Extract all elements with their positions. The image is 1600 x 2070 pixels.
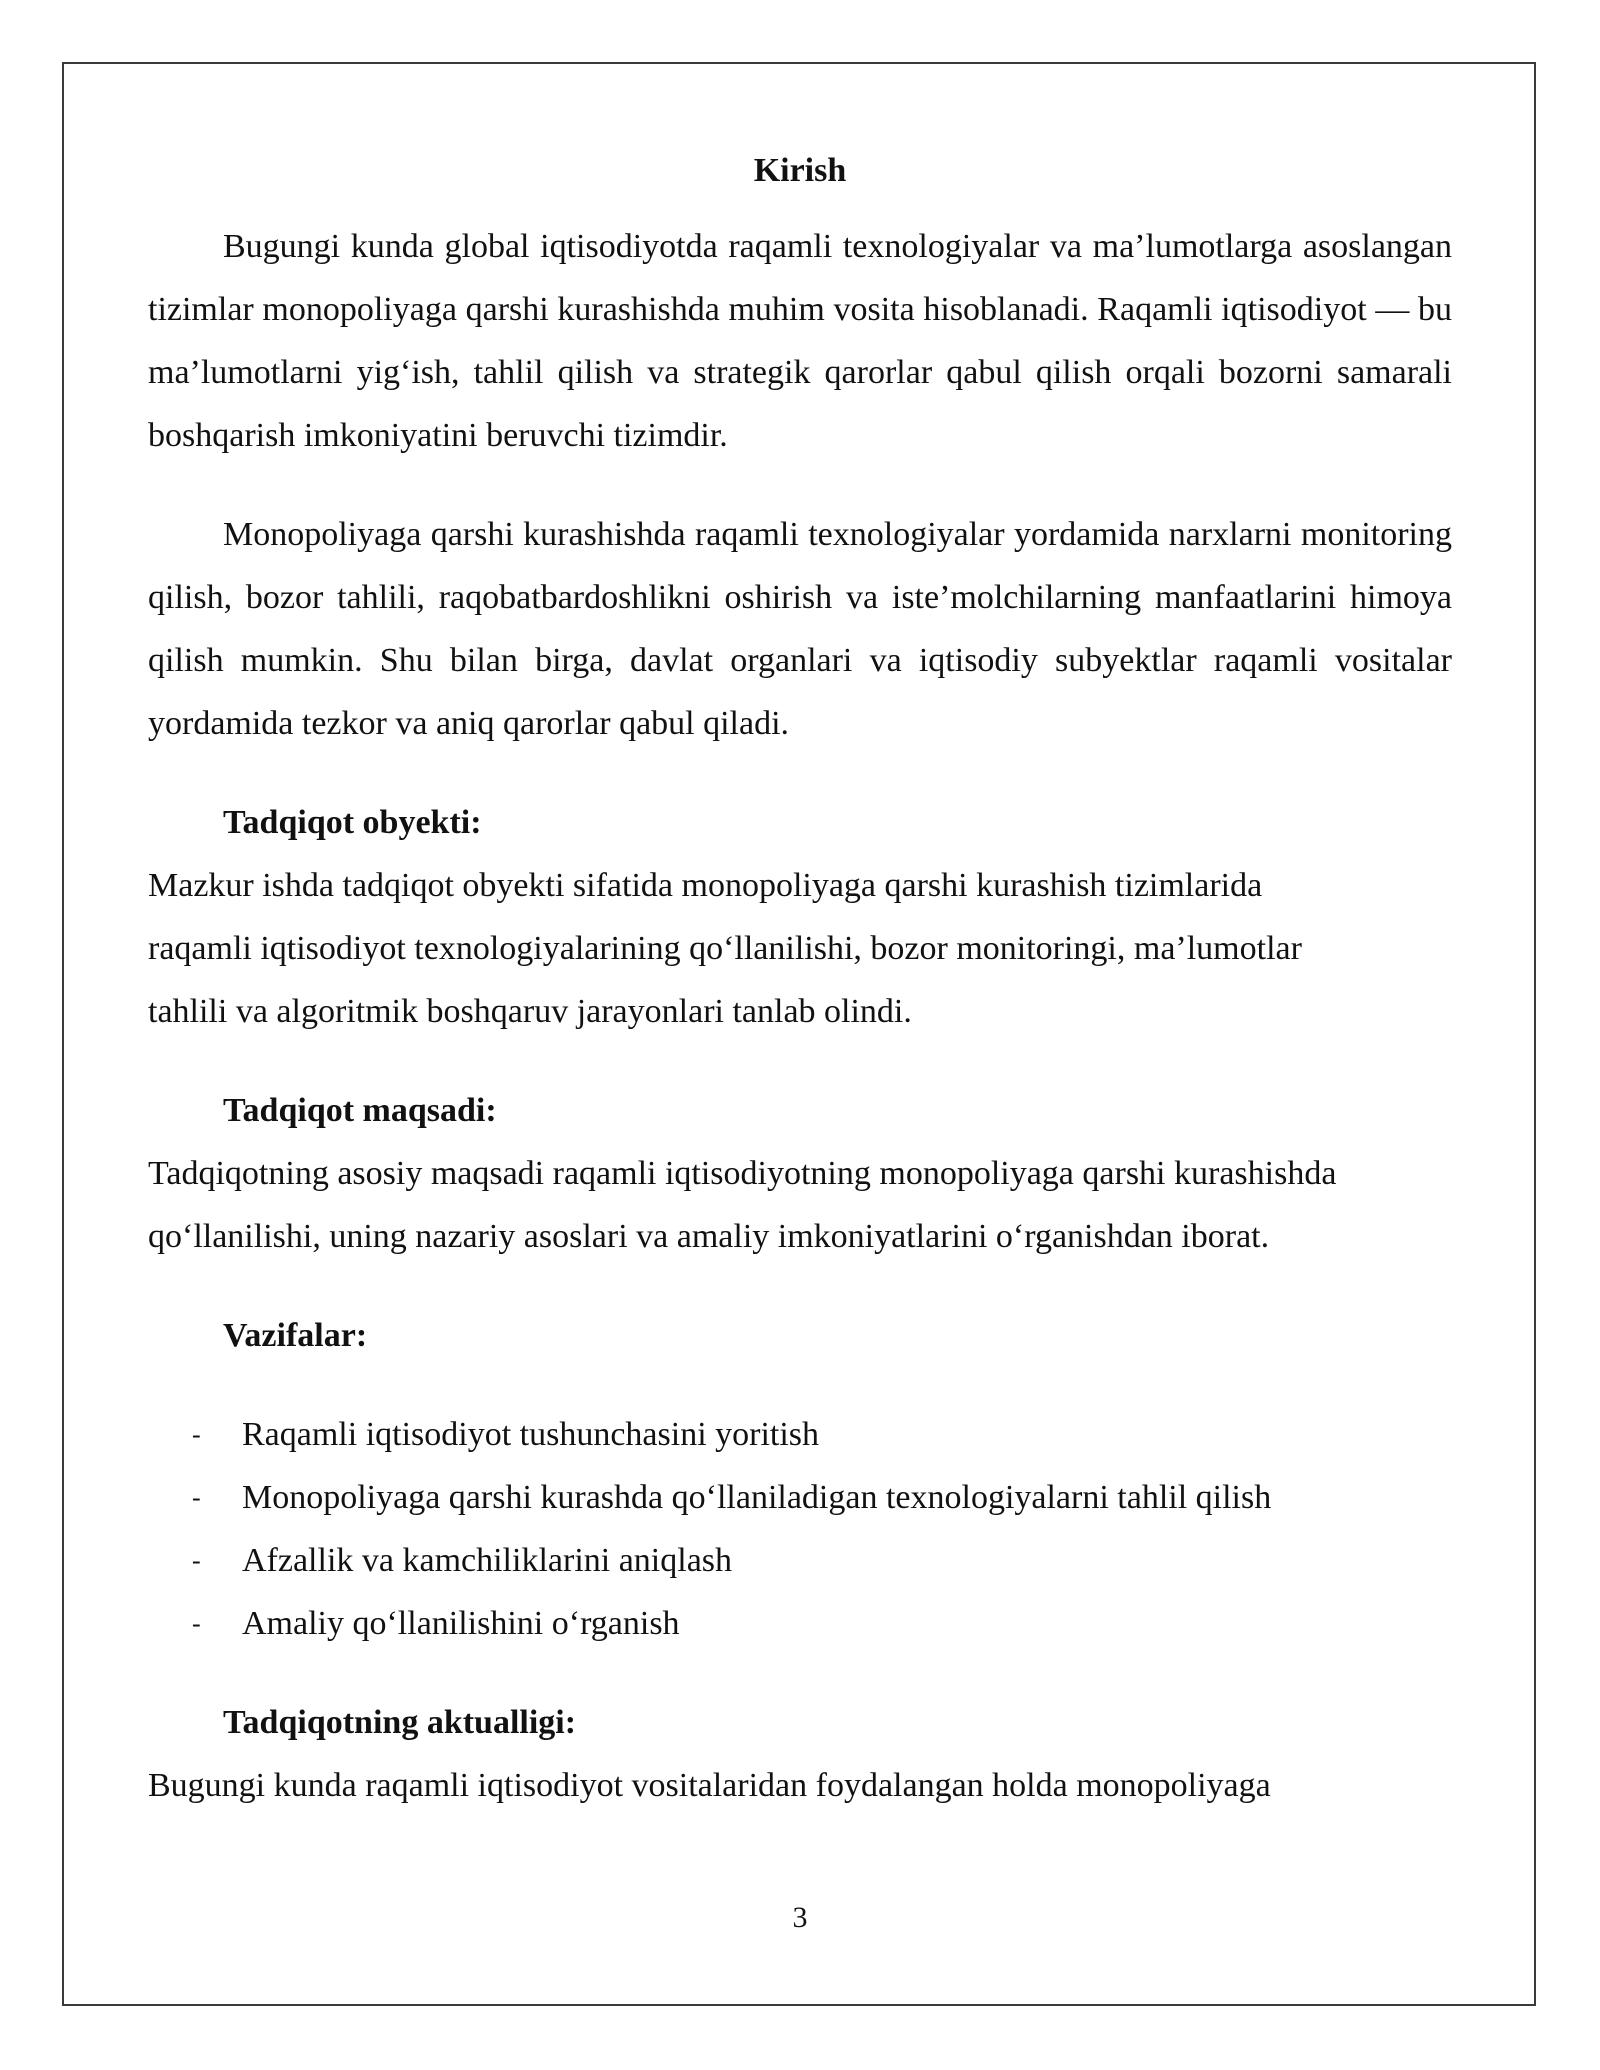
page-title: Kirish <box>753 152 847 189</box>
goal-line-1: Tadqiqotning asosiy maqsadi raqamli iqtisodiyotning monopoliyaga qarshi kurashishda <box>148 1155 1337 1192</box>
document-body <box>148 148 1452 1853</box>
list-item <box>148 1403 1452 1466</box>
section-text-goal <box>148 1142 1452 1268</box>
list-bullet: - <box>192 1609 201 1638</box>
section-heading-object: Tadqiqot obyekti: <box>223 804 482 841</box>
section-heading-relevance: Tadqiqotning aktualligi: <box>223 1704 577 1741</box>
intro-paragraph-1: Bugungi kunda global iqtisodiyotda raqamli texnologiyalar va ma’lumotlarga asoslangan tizimlar monopoliyaga qarshi kurashishda muhim vosita hisoblanadi. Raqamli iqtisodiyot — bu ma’lumotlarni yig‘ish, tahlil qilish va strategik qarorlar qabul qilish orqali bozorni samarali boshqarish imkoniyatini beruvchi tizimdir. <box>148 228 1452 454</box>
tasks-list <box>148 1403 1452 1655</box>
list-item <box>148 1466 1452 1529</box>
goal-line-2: qo‘llanilishi, uning nazariy asoslari va amaliy imkoniyatlarini o‘rganishdan iborat. <box>148 1218 1270 1255</box>
section-heading-goal: Tadqiqot maqsadi: <box>223 1092 497 1129</box>
list-item-text: Monopoliyaga qarshi kurashda qo‘llaniladigan texnologiyalarni tahlil qilish <box>242 1479 1272 1516</box>
page-number: 3 <box>792 1901 808 1934</box>
list-bullet: - <box>192 1420 201 1449</box>
section-text-relevance <box>148 1754 1452 1817</box>
list-item-text: Afzallik va kamchiliklarini aniqlash <box>242 1542 733 1579</box>
section-heading-tasks: Vazifalar: <box>223 1317 368 1354</box>
list-bullet: - <box>192 1483 201 1512</box>
list-item <box>148 1592 1452 1655</box>
object-line-3: tahlili va algoritmik boshqaruv jarayonlari tanlab olindi. <box>148 993 912 1030</box>
object-line-1: Mazkur ishda tadqiqot obyekti sifatida monopoliyaga qarshi kurashish tizimlarida <box>148 867 1263 904</box>
list-item <box>148 1529 1452 1592</box>
list-bullet: - <box>192 1546 201 1575</box>
relevance-line-1: Bugungi kunda raqamli iqtisodiyot vositalaridan foydalangan holda monopoliyaga <box>148 1767 1271 1804</box>
object-line-2: raqamli iqtisodiyot texnologiyalarining qo‘llanilishi, bozor monitoringi, ma’lumotlar <box>148 930 1302 967</box>
list-item-text: Amaliy qo‘llanilishini o‘rganish <box>242 1605 680 1642</box>
intro-paragraph-2: Monopoliyaga qarshi kurashishda raqamli texnologiyalar yordamida narxlarni monitoring qilish, bozor tahlili, raqobatbardoshlikni oshirish va iste’molchilarning manfaatlarini himoya qilish mumkin. Shu bilan birga, davlat organlari va iqtisodiy subyektlar raqamli vositalar yordamida tezkor va aniq qarorlar qabul qiladi. <box>148 516 1452 742</box>
section-text-object <box>148 854 1452 1043</box>
list-item-text: Raqamli iqtisodiyot tushunchasini yoritish <box>242 1416 820 1453</box>
